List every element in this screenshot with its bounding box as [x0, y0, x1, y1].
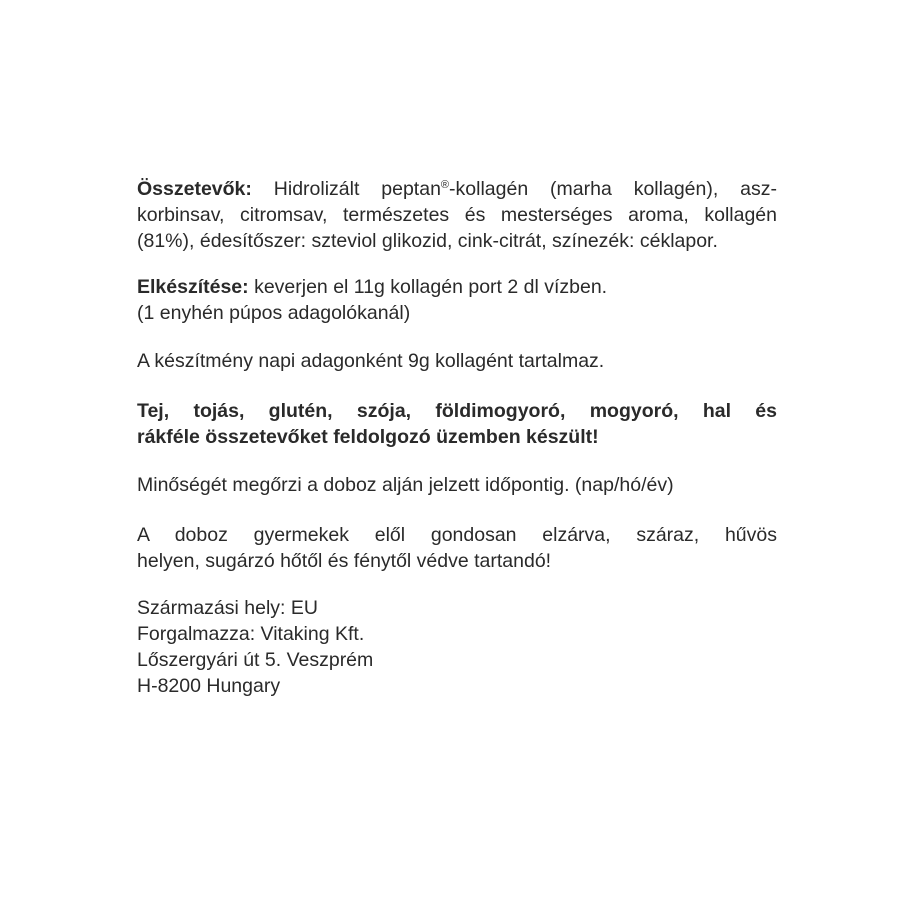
distributor-postcode-country: H-8200 Hungary	[137, 675, 281, 697]
origin-text: Származási hely: EU	[137, 597, 318, 619]
ingredients-line-2: korbinsav, citromsav, természetes és mesterséges aroma, kollagén	[137, 204, 777, 226]
origin-distributor-section	[137, 595, 777, 699]
allergen-warning-section	[137, 398, 777, 450]
daily-dose-text: A készítmény napi adagonként 9g kollagént tartalmaz.	[137, 350, 605, 372]
ingredients-line-1-suffix: -kollagén (marha kollagén), asz-	[449, 178, 777, 200]
ingredients-line-1	[137, 176, 777, 202]
ingredients-label: Összetevők:	[137, 178, 252, 200]
preparation-text: keverjen el 11g kollagén port 2 dl vízben.	[248, 276, 608, 298]
distributor-address: Lőszergyári út 5. Veszprém	[137, 649, 374, 671]
allergen-line-2: rákféle összetevőket feldolgozó üzemben készült!	[137, 426, 599, 448]
distributor-name: Forgalmazza: Vitaking Kft.	[137, 623, 365, 645]
registered-mark: ®	[440, 179, 450, 191]
preparation-line-2: (1 enyhén púpos adagolókanál)	[137, 302, 411, 324]
preparation-section	[137, 274, 777, 326]
storage-line-2: helyen, sugárzó hőtől és fénytől védve tartandó!	[137, 550, 552, 572]
preparation-label: Elkészítése:	[137, 276, 249, 298]
ingredients-line-1-prefix: Hidrolizált peptan	[251, 178, 441, 200]
ingredients-line-3: (81%), édesítőszer: szteviol glikozid, cink-citrát, színezék: céklapor.	[137, 230, 718, 252]
daily-dose-section	[137, 348, 777, 374]
storage-section	[137, 522, 777, 574]
allergen-line-1: Tej, tojás, glutén, szója, földimogyoró, mogyoró, hal és	[137, 400, 777, 422]
preparation-line-1	[137, 274, 777, 300]
storage-line-1: A doboz gyermekek elől gondosan elzárva, száraz, hűvös	[137, 524, 777, 546]
ingredients-section	[137, 176, 777, 254]
best-before-text: Minőségét megőrzi a doboz alján jelzett időpontig. (nap/hó/év)	[137, 474, 674, 496]
best-before-section	[137, 472, 777, 498]
